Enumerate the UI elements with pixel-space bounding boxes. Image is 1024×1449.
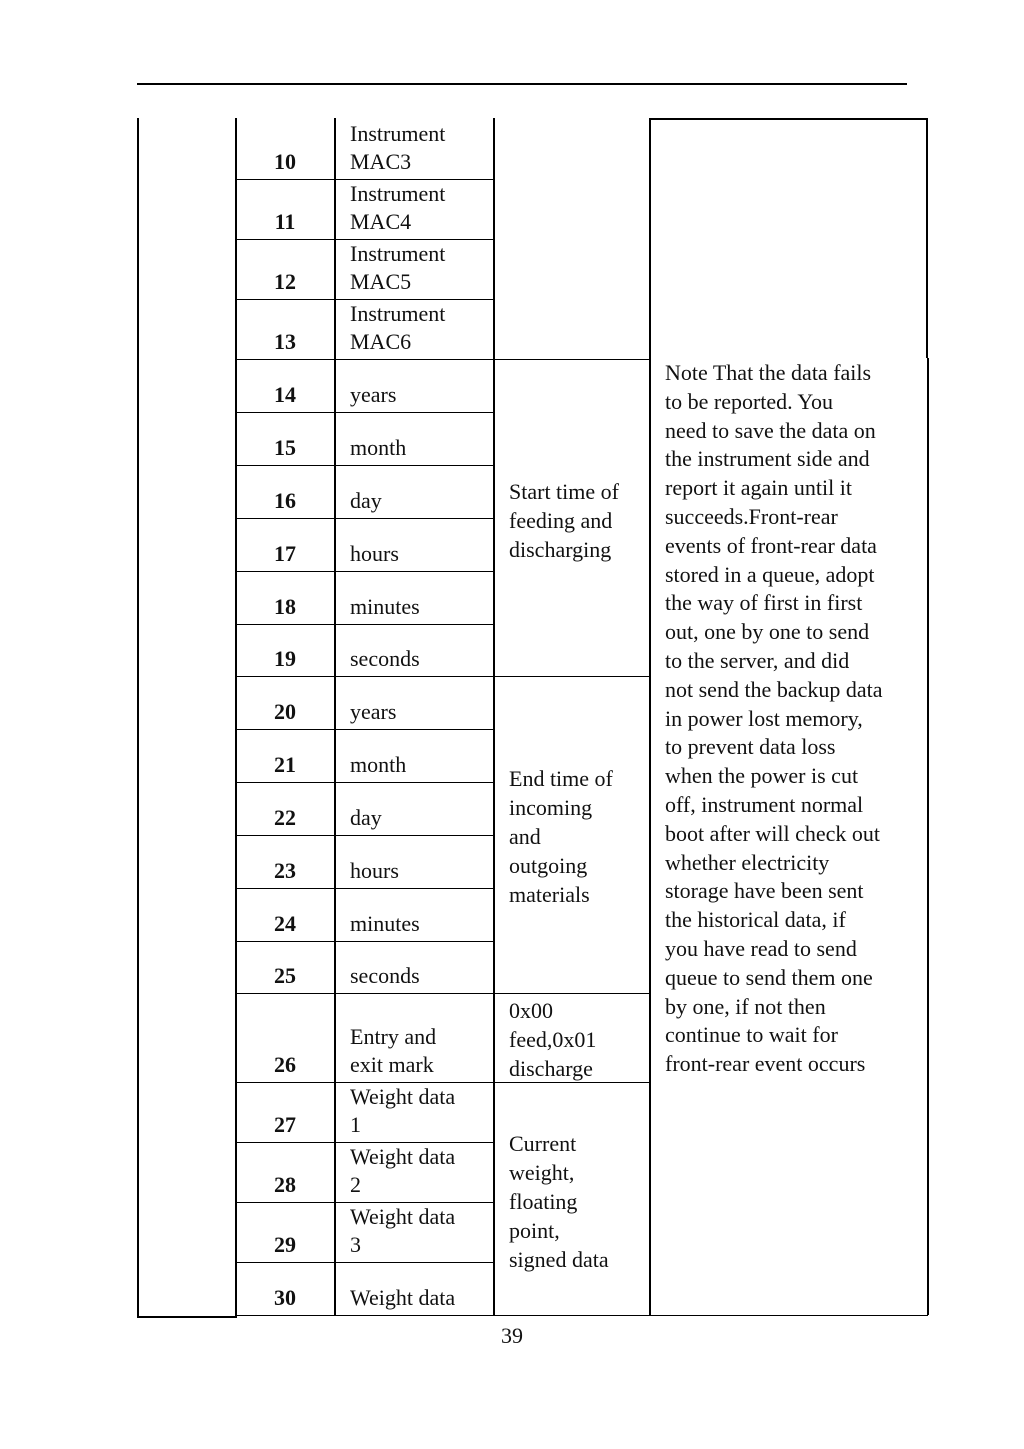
- row-number: 25: [274, 963, 296, 988]
- row-name-line1: Instrument: [350, 121, 446, 146]
- row-number: 12: [274, 269, 296, 294]
- table-border-right: [927, 358, 929, 1315]
- row-number: 21: [274, 752, 296, 777]
- table-border-left: [137, 118, 139, 1318]
- row-separator: [236, 465, 493, 466]
- table-border-bottom: [236, 1315, 928, 1316]
- row-name-line2: minutes: [350, 594, 420, 619]
- row-name-line2: 1: [350, 1112, 361, 1137]
- row-separator: [236, 888, 493, 889]
- table-border-right: [926, 118, 928, 358]
- row-name-line2: hours: [350, 541, 399, 566]
- column-divider: [493, 118, 495, 1315]
- row-number: 17: [274, 541, 296, 566]
- row-number: 19: [274, 646, 296, 671]
- row-separator: [236, 1262, 493, 1263]
- row-number: 27: [274, 1112, 296, 1137]
- row-number: 16: [274, 488, 296, 513]
- row-separator: [236, 359, 649, 360]
- row-name-line2: Weight data: [350, 1285, 456, 1310]
- row-name-line1: Instrument: [350, 241, 446, 266]
- row-name-line1: Instrument: [350, 301, 446, 326]
- row-name-line1: Weight data: [350, 1144, 456, 1169]
- row-separator: [236, 571, 493, 572]
- note-cell-top-border: [649, 118, 928, 120]
- row-name-line2: seconds: [350, 646, 420, 671]
- row-separator: [236, 993, 649, 994]
- row-number: 24: [274, 911, 296, 936]
- row-separator: [236, 412, 493, 413]
- column-divider: [649, 118, 651, 1315]
- row-name-line2: day: [350, 805, 382, 830]
- row-number: 23: [274, 858, 296, 883]
- row-number: 14: [274, 382, 296, 407]
- row-name-line2: MAC6: [350, 329, 412, 354]
- group-description: Current weight, floating point, signed data: [509, 1131, 609, 1272]
- row-separator: [236, 518, 493, 519]
- row-number: 10: [274, 149, 296, 174]
- row-number: 30: [274, 1285, 296, 1310]
- row-separator: [236, 624, 493, 625]
- row-separator: [236, 941, 493, 942]
- group-description: 0x00 feed,0x01 discharge: [509, 998, 597, 1081]
- page-number: 39: [501, 1323, 523, 1348]
- row-separator: [236, 729, 493, 730]
- row-name-line2: MAC3: [350, 149, 412, 174]
- row-number: 13: [274, 329, 296, 354]
- row-number: 18: [274, 594, 296, 619]
- group-description: End time of incoming and outgoing materials: [509, 766, 613, 907]
- row-separator: [236, 835, 493, 836]
- row-name-line1: Instrument: [350, 181, 446, 206]
- row-name-line2: MAC4: [350, 209, 412, 234]
- row-number: 20: [274, 699, 296, 724]
- row-separator: [236, 782, 493, 783]
- row-name-line2: 3: [350, 1232, 361, 1257]
- row-name-line1: Weight data: [350, 1084, 456, 1109]
- row-name-line2: hours: [350, 858, 399, 883]
- row-name-line2: years: [350, 382, 397, 407]
- row-name-line2: years: [350, 699, 397, 724]
- row-name-line2: seconds: [350, 963, 420, 988]
- group-description: Start time of feeding and discharging: [509, 479, 619, 562]
- row-name-line2: month: [350, 752, 407, 777]
- column-divider: [334, 118, 336, 1315]
- note-text: Note That the data fails to be reported. You need to save the data on the instrument side and report it again until it succeeds.Front-rear events of front-rear data stored in a queue, adopt the way of first in first out, one by one to send to the server, and did not send the backup data in power lost memory, to prevent data loss when the power is cut off, instrument normal boot after will check out whether electricity storage have been sent the historical data, if you have read to send queue to send them one by one, if not then continue to wait for front-rear event occurs: [665, 360, 883, 1077]
- row-name-line1: Entry and: [350, 1024, 437, 1049]
- row-number: 15: [274, 435, 296, 460]
- row-name-line2: day: [350, 488, 382, 513]
- row-name-line1: Weight data: [350, 1204, 456, 1229]
- row-name-line2: minutes: [350, 911, 420, 936]
- row-number: 26: [274, 1052, 296, 1077]
- header-rule: [137, 83, 907, 85]
- row-name-line2: month: [350, 435, 407, 460]
- row-name-line2: 2: [350, 1172, 361, 1197]
- table-border-bottom: [137, 1316, 235, 1318]
- row-name-line2: exit mark: [350, 1052, 434, 1077]
- row-separator: [236, 676, 649, 677]
- row-name-line2: MAC5: [350, 269, 412, 294]
- row-number: 22: [274, 805, 296, 830]
- row-number: 11: [274, 209, 296, 234]
- row-number: 29: [274, 1232, 296, 1257]
- row-number: 28: [274, 1172, 296, 1197]
